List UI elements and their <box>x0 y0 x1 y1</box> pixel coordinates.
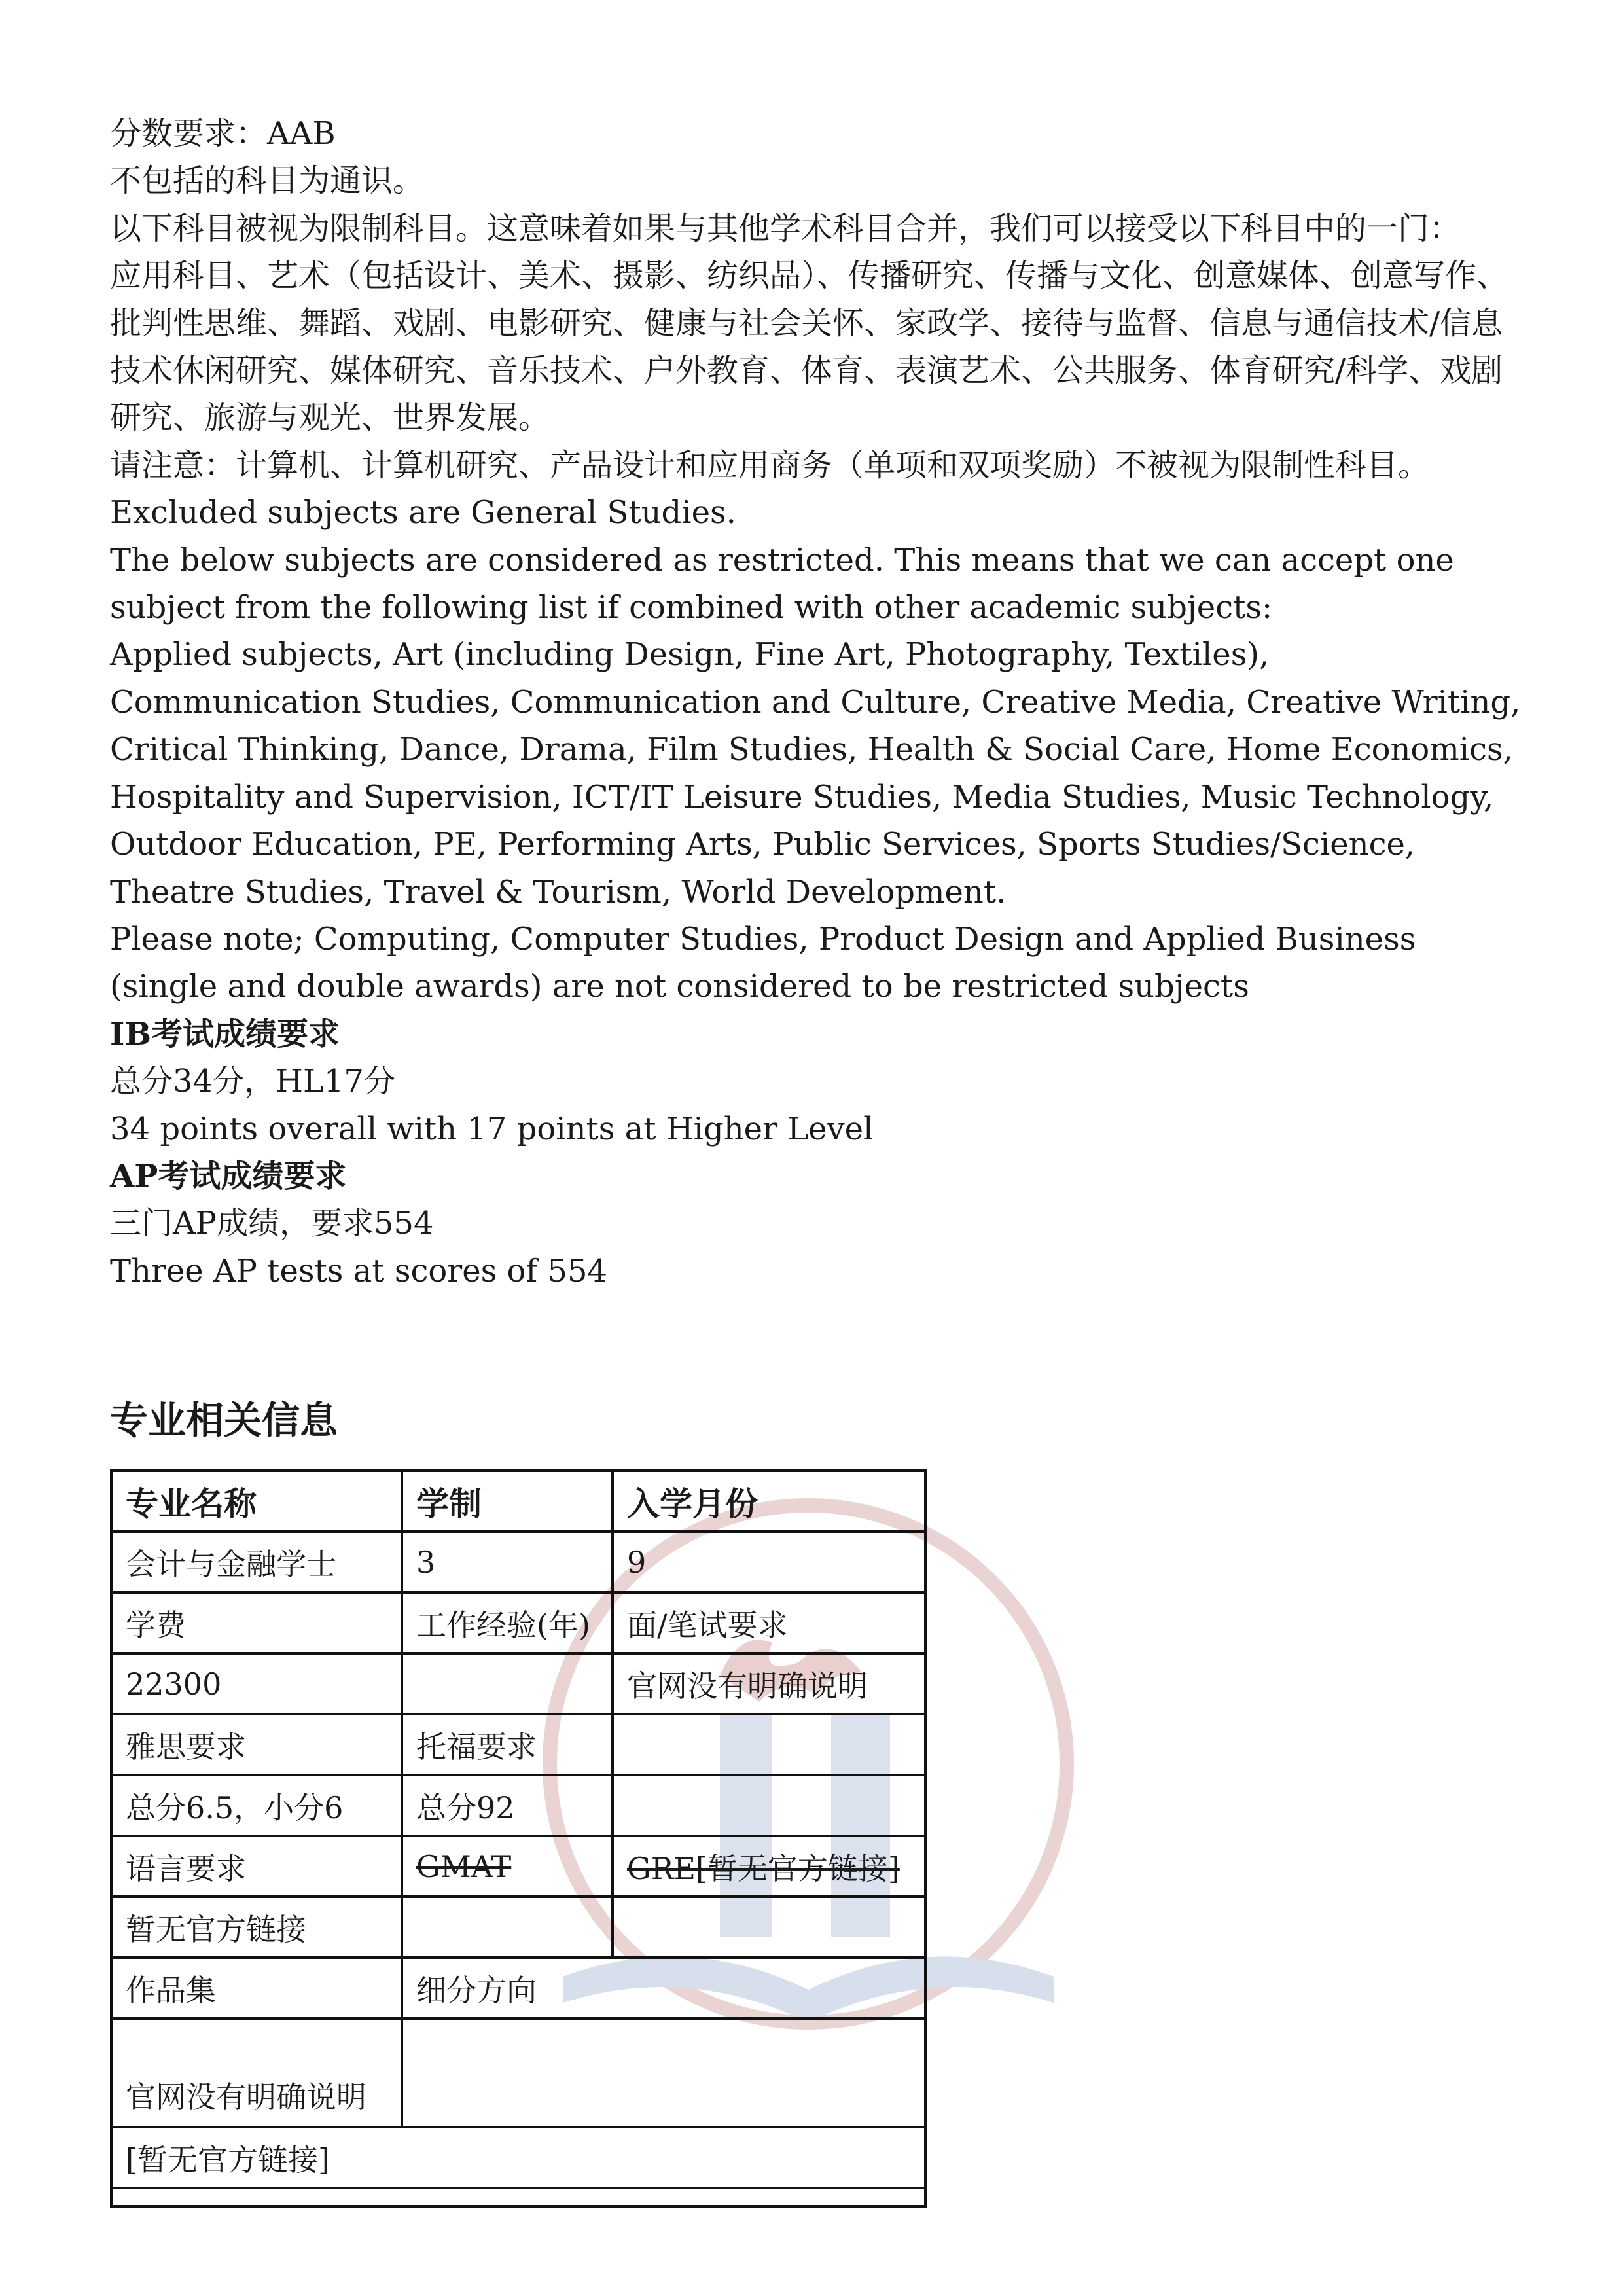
ib-requirement-cn: 总分34分，HL17分 <box>110 1063 395 1100</box>
empty-row <box>111 2188 925 2206</box>
table-row <box>111 2127 925 2188</box>
label-specialization: 细分方向 <box>402 1958 925 2018</box>
header-duration: 学制 <box>402 1471 613 1532</box>
table-row <box>111 1592 925 1653</box>
table-row <box>111 2188 925 2206</box>
ap-requirement-cn: 三门AP成绩，要求554 <box>110 1205 434 1242</box>
label-gre: GRE[暂无官方链接] <box>613 1836 925 1897</box>
restricted-list-cn: 应用科目、艺术（包括设计、美术、摄影、纺织品）、传播研究、传播与文化、创意媒体、创意写作、批判性思维、舞蹈、戏剧、电影研究、健康与社会关怀、家政学、接待与监督、信息与通信技术/信息技术休闲研究、媒体研究、音乐技术、户外教育、体育、表演艺术、公共服务、体育研究/科学、戏剧研究、旅游与观光、世界发展。 <box>110 257 1508 437</box>
program-duration: 3 <box>402 1532 613 1592</box>
table-row <box>111 1775 925 1836</box>
label-work-experience: 工作经验(年) <box>402 1592 613 1653</box>
header-program-name: 专业名称 <box>111 1471 402 1532</box>
work-experience-value <box>402 1653 613 1714</box>
tuition-value: 22300 <box>111 1653 402 1714</box>
gmat-value <box>402 1897 613 1958</box>
portfolio-link: [暂无官方链接] <box>111 2127 925 2188</box>
label-ielts: 雅思要求 <box>111 1714 402 1775</box>
intake-month: 9 <box>613 1532 925 1592</box>
ap-requirement-en: Three AP tests at scores of 554 <box>110 1252 608 1289</box>
interview-value: 官网没有明确说明 <box>613 1653 925 1714</box>
language-link: 暂无官方链接 <box>111 1897 402 1958</box>
ap-heading: AP考试成绩要求 <box>110 1157 347 1194</box>
table-row <box>111 1714 925 1775</box>
note-cn: 请注意：计算机、计算机研究、产品设计和应用商务（单项和双项奖励）不被视为限制性科目。 <box>110 446 1430 484</box>
section-title: 专业相关信息 <box>110 1398 338 1443</box>
restricted-list-en: Applied subjects, Art (including Design, Fine Art, Photography, Textiles), Communication Studies, Communication and Culture, Creative Media, Creative Writing, Critical Thinking, Dance, Drama, Film Studies, Health & Social Care, Home Economics, Hospitality and Supervision, ICT/IT Leisure Studies, Media Studies, Music Technology, Outdoor Education, PE, Performing Arts, Public Services, Sports Studies/Science, Theatre Studies, Travel & Tourism, World Development. <box>110 636 1521 910</box>
header-intake-month: 入学月份 <box>613 1471 925 1532</box>
toefl-value: 总分92 <box>402 1775 613 1836</box>
table-row <box>111 2018 925 2127</box>
label-toefl: 托福要求 <box>402 1714 613 1775</box>
program-name: 会计与金融学士 <box>111 1532 402 1592</box>
table-row <box>111 1836 925 1897</box>
table-row <box>111 1958 925 2018</box>
label-tuition: 学费 <box>111 1592 402 1653</box>
ielts-value: 总分6.5，小分6 <box>111 1775 402 1836</box>
score-requirement: 分数要求：AAB <box>110 115 336 152</box>
ib-requirement-en: 34 points overall with 17 points at Higher Level <box>110 1110 874 1147</box>
program-info-table <box>110 1469 927 2208</box>
label-interview: 面/笔试要求 <box>613 1592 925 1653</box>
empty-cell <box>613 1714 925 1775</box>
label-language: 语言要求 <box>111 1836 402 1897</box>
excluded-subjects-en: Excluded subjects are General Studies. <box>110 494 736 531</box>
restricted-intro-cn: 以下科目被视为限制科目。这意味着如果与其他学术科目合并，我们可以接受以下科目中的一门： <box>110 209 1461 247</box>
label-gmat: GMAT <box>402 1836 613 1897</box>
empty-cell <box>613 1775 925 1836</box>
table-row <box>111 1653 925 1714</box>
table-row <box>111 1897 925 1958</box>
excluded-subjects-cn: 不包括的科目为通识。 <box>110 162 425 200</box>
ib-heading: IB考试成绩要求 <box>110 1015 340 1052</box>
restricted-intro-en: The below subjects are considered as restricted. This means that we can accept one subject from the following list if combined with other academic subjects: <box>110 541 1454 626</box>
label-portfolio: 作品集 <box>111 1958 402 2018</box>
gre-value <box>613 1897 925 1958</box>
table-row <box>111 1532 925 1592</box>
portfolio-value: 官网没有明确说明 <box>111 2018 402 2127</box>
specialization-value <box>402 2018 925 2127</box>
requirements-text <box>110 110 1524 1295</box>
note-en: Please note; Computing, Computer Studies, Product Design and Applied Business (single and double awards) are not considered to be restricted subjects <box>110 920 1416 1005</box>
